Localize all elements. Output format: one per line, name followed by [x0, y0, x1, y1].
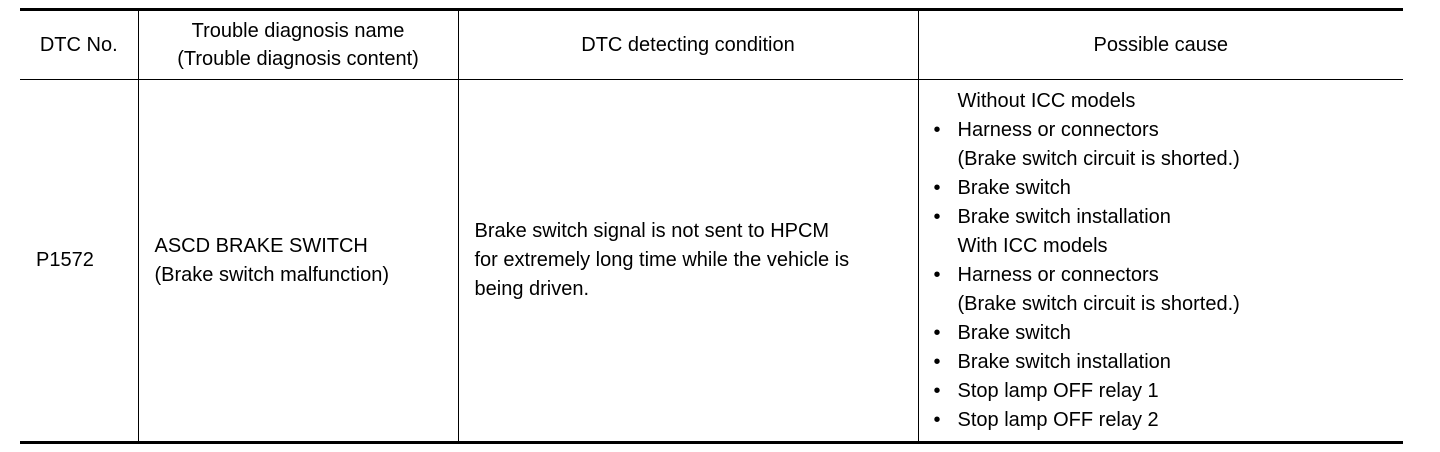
table-row — [20, 80, 1403, 443]
header-detecting-condition: DTC detecting condition — [458, 10, 918, 80]
cause-item: (Brake switch circuit is shorted.) — [957, 147, 1240, 170]
cell-possible-cause — [918, 80, 1403, 443]
cause-list — [933, 87, 1404, 435]
cause-item: • Stop lamp OFF relay 2 — [933, 406, 1404, 435]
cell-detecting-condition — [458, 80, 918, 443]
header-name-line-1: Trouble diagnosis name — [191, 20, 405, 42]
header-possible-cause: Possible cause — [918, 10, 1403, 80]
condition-line-3: being driven. — [474, 278, 590, 300]
condition-line-2: for extremely long time while the vehicle is — [474, 249, 850, 271]
cause-item: • Brake switch installation — [933, 348, 1404, 377]
header-name-line-2: (Trouble diagnosis content) — [177, 48, 419, 70]
cause-item: • Brake switch — [933, 319, 1404, 348]
header-trouble-diagnosis-name — [138, 10, 458, 80]
condition-line-1: Brake switch signal is not sent to HPCM — [474, 220, 830, 242]
header-dtc-no: DTC No. — [20, 10, 138, 80]
cause-item: • Harness or connectors — [933, 261, 1404, 290]
name-line-1: ASCD BRAKE SWITCH — [154, 234, 368, 257]
cause-item: (Brake switch circuit is shorted.) — [957, 292, 1240, 315]
table-body — [20, 80, 1403, 443]
cause-item: With ICC models — [957, 234, 1108, 257]
header-row — [20, 10, 1403, 80]
cause-item: Without ICC models — [957, 89, 1136, 112]
dtc-table — [20, 8, 1403, 444]
cause-item: • Stop lamp OFF relay 1 — [933, 377, 1404, 406]
cause-item: • Brake switch — [933, 174, 1404, 203]
cause-item: • Brake switch installation — [933, 203, 1404, 232]
cell-trouble-diagnosis-name — [138, 80, 458, 443]
name-line-2: (Brake switch malfunction) — [154, 263, 390, 286]
cause-item: • Harness or connectors — [933, 116, 1404, 145]
cell-dtc-no: P1572 — [20, 80, 138, 443]
table-header — [20, 10, 1403, 80]
